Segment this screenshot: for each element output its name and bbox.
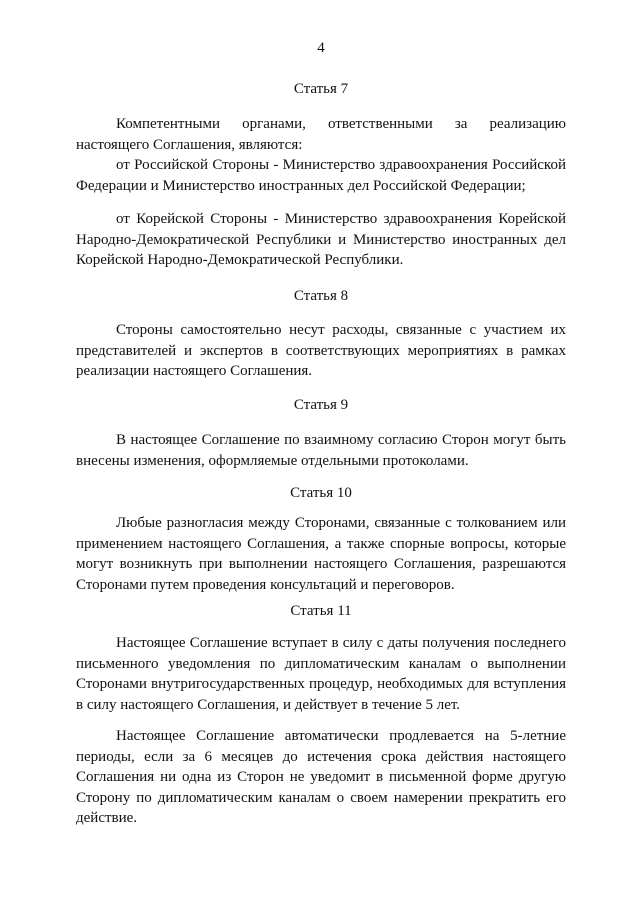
- article-7-paragraph-3: от Корейской Стороны - Министерство здравоохранения Корейской Народно-Демократической Республики и Министерство иностранных дел Корейской Народно-Демократической Республики.: [76, 211, 566, 268]
- article-11-heading: Статья 11: [290, 603, 352, 619]
- article-7-heading: Статья 7: [293, 81, 349, 97]
- article-8-heading: Статья 8: [293, 288, 349, 304]
- article-7-paragraph-1: Компетентными органами, ответственными за реализацию настоящего Соглашения, являются:: [76, 116, 566, 153]
- article-7-paragraph-2: от Российской Стороны - Министерство здравоохранения Российской Федерации и Министерство иностранных дел Российской Федерации;: [76, 157, 566, 194]
- article-9-paragraph-1: В настоящее Соглашение по взаимному согласию Сторон могут быть внесены изменения, оформляемые отдельными протоколами.: [76, 432, 566, 469]
- article-10-heading: Статья 10: [290, 485, 352, 501]
- article-9-heading: Статья 9: [293, 397, 349, 413]
- page-number: 4: [317, 40, 325, 56]
- article-8-paragraph-1: Стороны самостоятельно несут расходы, связанные с участием их представителей и экспертов в соответствующих мероприятиях в рамках реализации настоящего Соглашения.: [76, 322, 566, 379]
- article-10-paragraph-1: Любые разногласия между Сторонами, связанные с толкованием или применением настоящего Соглашения, а также спорные вопросы, которые могут возникнуть при выполнении настоящего Соглашения, разрешаются Сторонами путем проведения консультаций и переговоров.: [76, 515, 566, 593]
- article-11-paragraph-2: Настоящее Соглашение автоматически продлевается на 5-летние периоды, если за 6 месяцев до истечения срока действия настоящего Соглашения ни одна из Сторон не уведомит в письменной форме другую Сторону по дипломатическим каналам о своем намерении прекратить его действие.: [76, 728, 566, 826]
- article-11-paragraph-1: Настоящее Соглашение вступает в силу с даты получения последнего письменного уведомления по дипломатическим каналам о выполнении Сторонами внутригосударственных процедур, необходимых для вступления в силу настоящего Соглашения, и действует в течение 5 лет.: [76, 635, 566, 713]
